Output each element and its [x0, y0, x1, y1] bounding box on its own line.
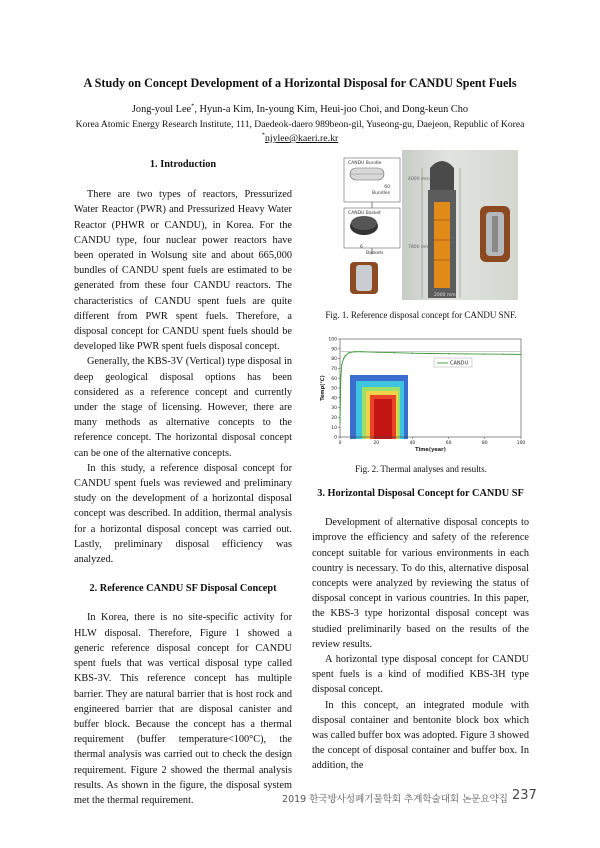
label-dim-3: 2000 mm — [434, 293, 456, 298]
y-tick-label: 100 — [328, 337, 337, 343]
email-mark: * — [261, 131, 266, 139]
paragraph: Development of alternative disposal concepts to improve the efficiency and safety of the reference concept suitable for various environments in each country is necessary. To do this, alternative disposal concepts were analyzed by reviewing the status of disposal concept in various countries. In this paper, the KBS-3 type horizontal disposal concept was studied preliminarily based on the results of the review results. — [312, 517, 529, 650]
data-point — [430, 353, 431, 354]
data-point — [394, 352, 395, 353]
figure-2-chart — [316, 333, 528, 459]
affiliation: Korea Atomic Energy Research Institute, 111, Daedeok-daero 989beon-gil, Yuseong-gu, Daejeon, Republic of Korea — [75, 119, 525, 130]
figure-2-caption: Fig. 2. Thermal analyses and results. — [355, 464, 487, 474]
thermal-chart — [316, 333, 528, 459]
y-tick-label: 70 — [331, 367, 337, 372]
other-authors: , Hyun-a Kim, In-young Kim, Heui-joo Choi, and Dong-keun Cho — [194, 104, 469, 115]
email-link[interactable]: njylee@kaeri.re.kr — [265, 133, 339, 144]
x-tick-label: 100 — [516, 441, 526, 446]
data-point — [341, 364, 342, 365]
section-heading-horizontal: 3. Horizontal Disposal Concept for CANDU SF — [317, 488, 524, 499]
data-point — [520, 354, 521, 355]
y-tick-label: 90 — [331, 347, 337, 353]
paragraph: In this study, a reference disposal concept for CANDU spent fuels was reviewed and preliminary study on the development of a horizontal disposal concept was described. In addition, thermal analysis for a horizontal disposal concept was carried out. Lastly, preliminary disposal efficiency was analyzed. — [74, 462, 292, 566]
section-heading-reference: 2. Reference CANDU SF Disposal Concept — [89, 583, 277, 595]
x-tick-label: 0 — [338, 441, 342, 446]
label-dim-1: 4000 mm — [408, 177, 430, 182]
data-point — [361, 351, 362, 352]
paragraph: Generally, the KBS-3V (Vertical) type disposal in deep geological disposal options has been considered as a reference concept and currently under the stage of licensing. However, there are many methods as alternative concepts to the reference concept. The horizontal disposal concept can be one of the alternative concepts. — [74, 356, 292, 459]
canister-column — [434, 202, 450, 288]
y-tick-label: 50 — [331, 386, 337, 392]
figure-1-caption: Fig. 1. Reference disposal concept for CANDU SNF. — [325, 310, 517, 320]
x-axis-label: Time(year) — [415, 447, 446, 453]
label-bundle-count: 60 — [384, 185, 390, 190]
section-heading-introduction: 1. Introduction — [149, 159, 217, 170]
x-tick-label: 80 — [481, 441, 488, 446]
figure-1-image — [342, 150, 518, 300]
data-point — [502, 353, 503, 354]
data-point — [345, 355, 346, 356]
data-point — [339, 422, 340, 423]
tunnel-dome — [430, 161, 454, 190]
label-basket-unit: Baskets — [366, 251, 384, 256]
paper-title: A Study on Concept Development of a Horizontal Disposal for CANDU Spent Fuels — [83, 76, 517, 90]
email-line — [0, 133, 600, 144]
data-point — [348, 352, 349, 353]
y-axis-label: Temp(℃) — [320, 375, 326, 401]
label-candu-bundle: CANDU Bundle — [348, 161, 382, 166]
label-candu-basket: CANDU Basket — [348, 211, 381, 216]
y-tick-label: 30 — [331, 406, 337, 412]
data-point — [376, 352, 377, 353]
y-tick-label: 20 — [331, 416, 337, 421]
data-point — [484, 353, 485, 354]
first-author: Jong-youl Lee — [131, 104, 192, 115]
paragraph: There are two types of reactors, Pressurized Water Reactor (PWR) and Pressurized Heavy Water Reactor (PHWR or CANDU), in Korea. For the CANDU type, four nuclear power reactors have been operated in Wolsung site and about 665,000 bundles of CANDU spent fuels are estimated to be generated from these four CANDU reactors. The characteristics of CANDU spent fuels are quite different from PWR spent fuels. Therefore, a disposal concept for CANDU spent fuels should be developed like PWR spent fuels disposal concept. — [74, 189, 292, 353]
legend-label: CANDU — [450, 360, 469, 367]
y-tick-label: 0 — [334, 435, 337, 441]
paragraph: In this concept, an integrated module with disposal container and bentonite block box which was called buffer box was adopted. Figure 3 showed the concept of disposal container and buffer box. In addition, the — [312, 699, 529, 772]
page-number: 237 — [512, 788, 537, 803]
data-point — [340, 376, 341, 377]
y-tick-label: 10 — [331, 425, 337, 431]
x-tick-label: 40 — [409, 441, 416, 446]
data-point — [412, 353, 413, 354]
data-point — [343, 358, 344, 359]
y-tick-label: 40 — [331, 396, 337, 402]
y-tick-label: 80 — [331, 357, 337, 363]
author-list — [0, 104, 600, 115]
figure-1-drawing — [342, 150, 518, 300]
label-basket-count: 6 — [360, 245, 363, 250]
x-tick-label: 60 — [445, 441, 452, 446]
x-tick-label: 20 — [373, 441, 380, 446]
left-column — [74, 157, 292, 808]
data-point — [466, 353, 467, 354]
data-point — [448, 353, 449, 354]
y-tick-label: 60 — [331, 376, 337, 382]
thermal-contour-inset — [350, 375, 408, 439]
label-dim-2: 7800 mm — [408, 245, 430, 250]
paragraph: A horizontal type disposal concept for CANDU spent fuels is a kind of modified KBS-3H type disposal concept. — [312, 654, 529, 696]
footer-proceedings: 2019 한국방사성폐기물학회 추계학술대회 논문요약집 — [282, 794, 508, 805]
data-point — [354, 351, 355, 352]
label-bundle-unit: Bundles — [371, 191, 390, 196]
corresponding-mark: * — [191, 102, 195, 110]
right-column — [312, 486, 529, 774]
paragraph: In Korea, there is no site-specific activity for HLW disposal. Therefore, Figure 1 showed a generic reference disposal concept for CANDU spent fuels that was vertical disposal type called KBS-3V. This reference concept has multiple barrier. They are natural barrier that is host rock and engineered barrier that are disposal canister and buffer block. Because the concept has a thermal requirement (buffer temperature<100°C), the thermal analysis was carried out to check the design requirement. Figure 2 showed the thermal analysis results. As shown in the figure, the disposal system met the thermal requirement. — [74, 612, 292, 806]
